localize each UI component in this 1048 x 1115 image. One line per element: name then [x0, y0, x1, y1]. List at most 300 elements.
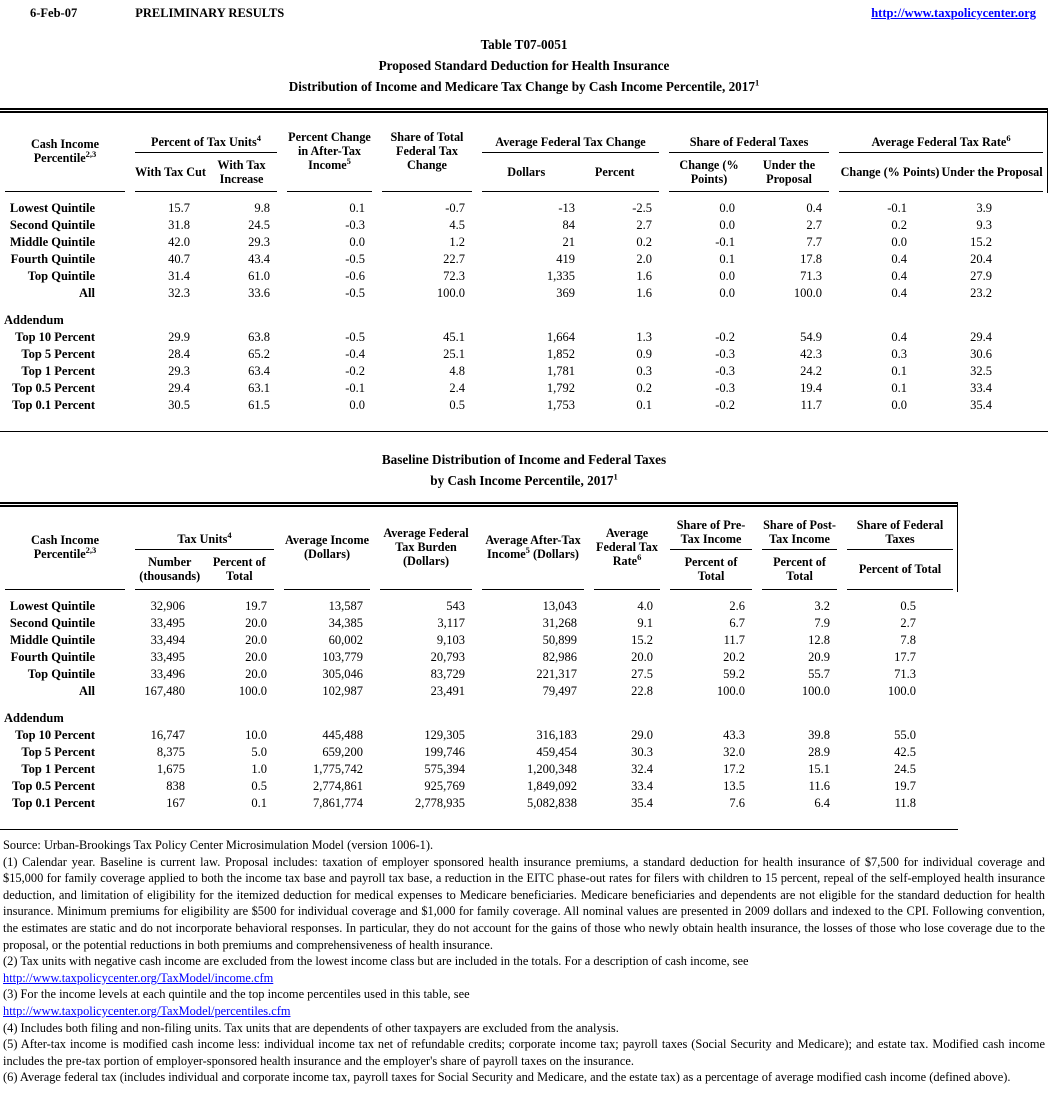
cell-value: 19.4 — [800, 380, 823, 395]
cell-value: 33,495 — [150, 615, 185, 630]
table2-header-groups-row — [0, 505, 958, 550]
cell-value: 30.3 — [631, 744, 654, 759]
tax-change-table — [0, 108, 1048, 432]
row-label: Top 0.5 Percent — [12, 380, 95, 395]
cell-value: 31,268 — [542, 615, 578, 630]
col-group-share-of-post-tax-income: Share of Post-Tax Income — [757, 505, 842, 550]
baseline-table-title: Baseline Distribution of Income and Federal Taxes — [381, 452, 667, 467]
table-row — [0, 216, 1048, 233]
cell-value: 316,183 — [536, 727, 578, 742]
cell-value: 16,747 — [150, 727, 185, 742]
cell-value: 27.5 — [631, 666, 654, 681]
addendum-label-row — [0, 709, 958, 726]
cell-value: 1,335 — [546, 268, 575, 283]
cell-value: 20.0 — [631, 649, 654, 664]
footnote-text: (6) Average federal tax (includes individual and corporate income tax, payroll taxes for Social Security and Medicare, and the estate tax) as a percentage of average modified cash income (defined above). — [3, 1070, 1011, 1085]
table-row — [0, 743, 958, 760]
cell-value: 32.5 — [970, 363, 993, 378]
cell-value: 30.6 — [970, 346, 993, 361]
cell-value: 2.7 — [636, 217, 653, 232]
table-row — [0, 682, 958, 699]
cell-value: 2.6 — [729, 598, 746, 613]
cell-value: 10.0 — [245, 727, 268, 742]
cell-value: 3.2 — [814, 598, 831, 613]
cell-value: 34,385 — [328, 615, 364, 630]
cell-value: -0.2 — [345, 363, 365, 378]
cell-value: -0.1 — [345, 380, 365, 395]
cell-value: 2,774,861 — [313, 778, 364, 793]
cell-value: 3,117 — [437, 615, 466, 630]
cell-value: 55.0 — [894, 727, 917, 742]
cell-value: 35.4 — [631, 795, 654, 810]
cell-value: 22.8 — [631, 683, 654, 698]
cell-value: 0.5 — [449, 397, 465, 412]
cell-value: 45.1 — [443, 329, 465, 344]
cell-value: 29.4 — [970, 329, 993, 344]
cell-value: 167,480 — [144, 683, 185, 698]
cell-value: 9.3 — [976, 217, 993, 232]
cell-value: 0.4 — [806, 200, 823, 215]
cell-value: 1.3 — [636, 329, 653, 344]
cell-value: 15.7 — [168, 200, 190, 215]
cell-value: 1,781 — [546, 363, 575, 378]
footnote-link[interactable]: http://www.taxpolicycenter.org/TaxModel/income.cfm — [3, 970, 274, 985]
cell-value: 43.4 — [248, 251, 270, 266]
cell-value: 33.6 — [248, 285, 270, 300]
cell-value: -0.2 — [715, 329, 736, 344]
cell-value: 0.5 — [900, 598, 917, 613]
cell-value: 0.0 — [719, 217, 736, 232]
col-subheaders-tax-units: Number (thousands) Percent of Total — [130, 550, 279, 590]
row-label: Top 5 Percent — [21, 744, 95, 759]
cell-value: 20.0 — [245, 649, 268, 664]
cell-value: -0.5 — [345, 285, 365, 300]
cell-value: -0.7 — [445, 200, 465, 215]
cell-value: 1,852 — [546, 346, 575, 361]
cell-value: 4.5 — [449, 217, 465, 232]
row-label: Fourth Quintile — [10, 251, 95, 266]
table-row — [0, 345, 1048, 362]
taxpolicycenter-link[interactable]: http://www.taxpolicycenter.org — [871, 6, 1036, 20]
table1-header-groups-row — [0, 111, 1048, 154]
cell-value: 1.0 — [251, 761, 268, 776]
cell-value: 0.0 — [719, 285, 736, 300]
cell-value: 0.0 — [891, 397, 908, 412]
cell-value: -0.5 — [345, 329, 365, 344]
table-row — [0, 233, 1048, 250]
cell-value: 11.6 — [808, 778, 831, 793]
cell-value: 0.5 — [251, 778, 268, 793]
cell-value: 22.7 — [443, 251, 465, 266]
cell-value: 54.9 — [800, 329, 823, 344]
cell-value: 1,792 — [546, 380, 575, 395]
cell-value: 28.9 — [808, 744, 831, 759]
row-label: Top 10 Percent — [15, 329, 95, 344]
cell-value: 79,497 — [542, 683, 578, 698]
cell-value: 28.4 — [168, 346, 190, 361]
cell-value: 100.0 — [793, 285, 823, 300]
cell-value: 29.4 — [168, 380, 190, 395]
cell-value: 7.9 — [814, 615, 831, 630]
cell-value: 659,200 — [322, 744, 364, 759]
cell-value: 33.4 — [970, 380, 993, 395]
addendum-label: Addendum — [4, 710, 64, 725]
cell-value: 32.3 — [168, 285, 190, 300]
table-row — [0, 631, 958, 648]
row-label: Top 0.5 Percent — [12, 778, 95, 793]
table-number: Table T07-0051 — [480, 37, 568, 52]
cell-value: 33,495 — [150, 649, 185, 664]
cell-value: 100.0 — [887, 683, 917, 698]
cell-value: 71.3 — [894, 666, 917, 681]
col-subheaders-average-tax-change: Dollars Percent — [477, 153, 664, 192]
spacer-row — [0, 590, 958, 597]
cell-value: 9,103 — [436, 632, 466, 647]
table-row — [0, 396, 1048, 413]
spacer-row — [0, 811, 958, 830]
cell-value: 5.0 — [251, 744, 268, 759]
table-row — [0, 362, 1048, 379]
cell-value: 12.8 — [808, 632, 831, 647]
baseline-title-block — [0, 449, 1048, 491]
col-subheaders-share-of-taxes: Change (% Points) Under the Proposal — [664, 153, 834, 192]
footnote-link-line — [3, 1003, 1045, 1020]
cell-value: 61.5 — [248, 397, 270, 412]
cell-value: 61.0 — [248, 268, 270, 283]
baseline-table-wrapper — [0, 502, 958, 830]
addendum-label-row — [0, 311, 1048, 328]
footnote-link[interactable]: http://www.taxpolicycenter.org/TaxModel/percentiles.cfm — [3, 1003, 291, 1018]
cell-value: 100.0 — [801, 683, 831, 698]
col-header-cash-income-percentile: Cash Income Percentile$^{2,3}$ — [0, 111, 130, 193]
cell-value: 0.3 — [636, 363, 653, 378]
cell-value: -0.5 — [345, 251, 365, 266]
cell-value: 33,496 — [150, 666, 185, 681]
cell-value: 84 — [562, 217, 575, 232]
preliminary-results-label: PRELIMINARY RESULTS — [135, 6, 285, 20]
cell-value: 17.7 — [894, 649, 917, 664]
row-label: All — [79, 683, 95, 698]
cell-value: 167 — [166, 795, 185, 810]
col-group-share-of-federal-taxes: Share of Federal Taxes — [664, 111, 834, 154]
row-label: Second Quintile — [9, 615, 95, 630]
col-header-average-federal-tax-rate: Average Federal Tax Rate$^6$ — [589, 505, 665, 591]
cell-value: 63.1 — [248, 380, 270, 395]
cell-value: 11.8 — [894, 795, 917, 810]
cell-value: 199,746 — [424, 744, 466, 759]
cell-value: 221,317 — [536, 666, 578, 681]
cell-value: 20,793 — [430, 649, 466, 664]
cell-value: 6.4 — [814, 795, 831, 810]
footnotes-section — [0, 837, 1048, 1086]
cell-value: 20.0 — [245, 666, 268, 681]
cell-value: 0.4 — [891, 268, 908, 283]
cell-value: 129,305 — [424, 727, 466, 742]
cell-value: 0.4 — [891, 329, 908, 344]
footnote-text: Source: Urban-Brookings Tax Policy Center Microsimulation Model (version 1006-1). — [3, 838, 434, 852]
col-group-tax-units: Tax Units$^4$ — [130, 505, 279, 550]
baseline-table-subtitle: by Cash Income Percentile, 2017$^1$ — [430, 471, 618, 488]
cell-value: 17.2 — [723, 761, 746, 776]
cell-value: 24.2 — [800, 363, 823, 378]
cell-value: 71.3 — [800, 268, 823, 283]
cell-value: 43.3 — [723, 727, 746, 742]
cell-value: 7.7 — [806, 234, 823, 249]
col-group-average-federal-tax-rate: Average Federal Tax Rate$^6$ — [834, 111, 1048, 154]
cell-value: 24.5 — [894, 761, 917, 776]
row-label: Middle Quintile — [9, 632, 95, 647]
cell-value: 838 — [166, 778, 185, 793]
cell-value: 29.3 — [248, 234, 270, 249]
baseline-distribution-table — [0, 502, 958, 830]
col-header-average-after-tax-income: Average After-Tax Income$^5$ (Dollars) — [477, 505, 589, 591]
cell-value: -2.5 — [632, 200, 653, 215]
cell-value: 40.7 — [168, 251, 190, 266]
cell-value: 0.0 — [349, 397, 365, 412]
row-label: Top 0.1 Percent — [12, 397, 95, 412]
col-header-cash-income-percentile: Cash Income Percentile$^{2,3}$ — [0, 505, 130, 591]
row-label: Middle Quintile — [9, 234, 95, 249]
cell-value: 0.2 — [891, 217, 908, 232]
cell-value: 1.6 — [636, 285, 653, 300]
report-date: 6-Feb-07 — [30, 6, 78, 20]
cell-value: 575,394 — [424, 761, 466, 776]
cell-value: -0.3 — [715, 363, 736, 378]
cell-value: 305,046 — [322, 666, 364, 681]
cell-value: 27.9 — [970, 268, 993, 283]
cell-value: 72.3 — [443, 268, 465, 283]
cell-value: -0.4 — [345, 346, 365, 361]
cell-value: 83,729 — [430, 666, 466, 681]
cell-value: 4.8 — [449, 363, 465, 378]
row-label: Top 5 Percent — [21, 346, 95, 361]
cell-value: 1,675 — [156, 761, 185, 776]
table-row — [0, 726, 958, 743]
col-group-share-of-pre-tax-income: Share of Pre-Tax Income — [665, 505, 757, 550]
cell-value: 32.0 — [723, 744, 746, 759]
cell-value: 30.5 — [168, 397, 190, 412]
col-subheaders-tax-units: With Tax Cut With Tax Increase — [130, 153, 282, 192]
cell-value: 59.2 — [723, 666, 746, 681]
cell-value: 31.4 — [168, 268, 190, 283]
footnote-text: (5) After-tax income is modified cash income less: individual income tax net of refundable credits; corporate income tax; payroll taxes (Social Security and Medicare); and estate tax. Modified cash income includes the pre-tax portion of employer-sponsored health insurance and the employer's share of payroll taxes on the insurance. — [3, 1037, 1045, 1068]
table-row — [0, 328, 1048, 345]
cell-value: 9.8 — [254, 200, 270, 215]
row-label: Lowest Quintile — [9, 200, 95, 215]
cell-value: 7,861,774 — [313, 795, 364, 810]
cell-value: 543 — [446, 598, 466, 613]
row-label: Top 0.1 Percent — [12, 795, 95, 810]
cell-value: 2,778,935 — [415, 795, 466, 810]
row-label: Second Quintile — [9, 217, 95, 232]
cell-value: 15.2 — [970, 234, 993, 249]
table2-right-border-line — [957, 502, 959, 592]
cell-value: 25.1 — [443, 346, 465, 361]
cell-value: 0.4 — [891, 285, 908, 300]
spacer-row — [0, 699, 958, 709]
cell-value: 19.7 — [245, 598, 268, 613]
row-label: All — [79, 285, 95, 300]
cell-value: 15.1 — [808, 761, 831, 776]
cell-value: 1,664 — [546, 329, 575, 344]
cell-value: 0.2 — [636, 380, 653, 395]
cell-value: 42.5 — [894, 744, 917, 759]
table-subtitle: Distribution of Income and Medicare Tax Change by Cash Income Percentile, 2017$^1$ — [288, 77, 760, 94]
cell-value: 1.2 — [449, 234, 465, 249]
cell-value: -13 — [558, 200, 575, 215]
table1-header-subs-row — [0, 153, 1048, 192]
row-label: Top 1 Percent — [21, 761, 95, 776]
table-row — [0, 777, 958, 794]
cell-value: 0.1 — [719, 251, 736, 266]
col-subheader-federal-taxes-percent-of-total: Percent of Total — [842, 550, 958, 590]
cell-value: 8,375 — [156, 744, 185, 759]
cell-value: 17.8 — [800, 251, 823, 266]
cell-value: 2.0 — [636, 251, 653, 266]
row-label: Fourth Quintile — [10, 649, 95, 664]
cell-value: 7.8 — [900, 632, 917, 647]
cell-value: -0.1 — [887, 200, 908, 215]
cell-value: 11.7 — [800, 397, 823, 412]
cell-value: 0.1 — [251, 795, 268, 810]
cell-value: 0.2 — [636, 234, 653, 249]
table-row — [0, 760, 958, 777]
cell-value: 1,200,348 — [527, 761, 578, 776]
cell-value: 39.8 — [808, 727, 831, 742]
col-header-share-of-total-federal-tax-change: Share of Total Federal Tax Change — [377, 111, 477, 193]
cell-value: 15.2 — [631, 632, 654, 647]
cell-value: 369 — [556, 285, 575, 300]
cell-value: 1,775,742 — [313, 761, 364, 776]
cell-value: 65.2 — [248, 346, 270, 361]
cell-value: 100.0 — [238, 683, 268, 698]
cell-value: 0.0 — [719, 268, 736, 283]
cell-value: -0.3 — [715, 346, 736, 361]
table-row — [0, 597, 958, 614]
row-label: Top Quintile — [27, 268, 95, 283]
cell-value: -0.3 — [715, 380, 736, 395]
cell-value: 100.0 — [436, 285, 465, 300]
cell-value: 2.7 — [806, 217, 823, 232]
cell-value: 925,769 — [424, 778, 466, 793]
cell-value: 42.0 — [168, 234, 190, 249]
cell-value: 2.4 — [449, 380, 465, 395]
cell-value: 19.7 — [894, 778, 917, 793]
cell-value: 29.3 — [168, 363, 190, 378]
footnote-text: (4) Includes both filing and non-filing units. Tax units that are dependents of other taxpayers are excluded from the analysis. — [3, 1020, 619, 1035]
tax-change-table-wrapper — [0, 108, 1048, 432]
cell-value: 0.3 — [891, 346, 908, 361]
table-row — [0, 284, 1048, 301]
cell-value: 63.4 — [248, 363, 270, 378]
cell-value: 419 — [556, 251, 575, 266]
cell-value: 0.0 — [891, 234, 908, 249]
cell-value: 0.0 — [719, 200, 736, 215]
row-label: Top 1 Percent — [21, 363, 95, 378]
col-header-percent-change-after-tax-income: Percent Change in After-Tax Income$^5$ — [282, 111, 377, 193]
cell-value: 33,494 — [150, 632, 185, 647]
cell-value: 1.6 — [636, 268, 653, 283]
row-label: Lowest Quintile — [9, 598, 95, 613]
col-group-share-of-federal-taxes: Share of Federal Taxes — [842, 505, 958, 550]
cell-value: 13,587 — [328, 598, 364, 613]
table-title: Proposed Standard Deduction for Health Insurance — [378, 58, 670, 73]
cell-value: 6.7 — [729, 615, 746, 630]
cell-value: 55.7 — [808, 666, 831, 681]
cell-value: 2.7 — [900, 615, 917, 630]
addendum-label: Addendum — [4, 312, 64, 327]
cell-value: 29.0 — [631, 727, 654, 742]
col-group-percent-of-tax-units: Percent of Tax Units$^4$ — [130, 111, 282, 154]
spacer-row — [0, 413, 1048, 432]
cell-value: 32,906 — [150, 598, 185, 613]
cell-value: -0.3 — [345, 217, 365, 232]
cell-value: 35.4 — [970, 397, 993, 412]
cell-value: 23,491 — [430, 683, 466, 698]
cell-value: 32.4 — [631, 761, 654, 776]
table-row — [0, 794, 958, 811]
col-group-average-federal-tax-change: Average Federal Tax Change — [477, 111, 664, 154]
row-label: Top Quintile — [27, 666, 95, 681]
cell-value: 11.7 — [723, 632, 746, 647]
cell-value: -0.2 — [715, 397, 736, 412]
cell-value: 103,779 — [322, 649, 364, 664]
cell-value: 102,987 — [322, 683, 364, 698]
col-header-average-federal-tax-burden: Average Federal Tax Burden (Dollars) — [375, 505, 477, 591]
cell-value: 0.4 — [891, 251, 908, 266]
spacer-row — [0, 192, 1048, 199]
cell-value: 42.3 — [800, 346, 823, 361]
cell-value: 0.1 — [891, 380, 908, 395]
cell-value: 20.0 — [245, 615, 268, 630]
cell-value: 20.9 — [808, 649, 831, 664]
cell-value: 0.0 — [349, 234, 365, 249]
cell-value: 7.6 — [729, 795, 746, 810]
cell-value: 20.0 — [245, 632, 268, 647]
cell-value: 100.0 — [716, 683, 746, 698]
spacer-row — [0, 301, 1048, 311]
cell-value: 29.9 — [168, 329, 190, 344]
cell-value: 0.1 — [891, 363, 908, 378]
cell-value: 3.9 — [976, 200, 993, 215]
row-label: Top 10 Percent — [15, 727, 95, 742]
cell-value: 459,454 — [536, 744, 578, 759]
cell-value: 23.2 — [970, 285, 993, 300]
cell-value: 33.4 — [631, 778, 654, 793]
table-row — [0, 614, 958, 631]
cell-value: 13.5 — [723, 778, 746, 793]
table-row — [0, 379, 1048, 396]
col-subheader-pre-tax-percent-of-total: Percent of Total — [665, 550, 757, 590]
table-row — [0, 250, 1048, 267]
cell-value: 21 — [562, 234, 575, 249]
cell-value: -0.6 — [345, 268, 365, 283]
cell-value: 60,002 — [328, 632, 364, 647]
cell-value: 445,488 — [322, 727, 364, 742]
cell-value: 63.8 — [248, 329, 270, 344]
table-row — [0, 665, 958, 682]
table-row — [0, 648, 958, 665]
cell-value: -0.1 — [715, 234, 736, 249]
cell-value: 0.9 — [636, 346, 653, 361]
main-title-block — [0, 34, 1048, 97]
cell-value: 20.4 — [970, 251, 993, 266]
cell-value: 50,899 — [542, 632, 578, 647]
footnote-text: (2) Tax units with negative cash income are excluded from the lowest income class but are included in the totals. For a description of cash income, see — [3, 954, 749, 969]
cell-value: 1,849,092 — [527, 778, 578, 793]
footnote-link-line — [3, 970, 1045, 987]
table-row — [0, 267, 1048, 284]
